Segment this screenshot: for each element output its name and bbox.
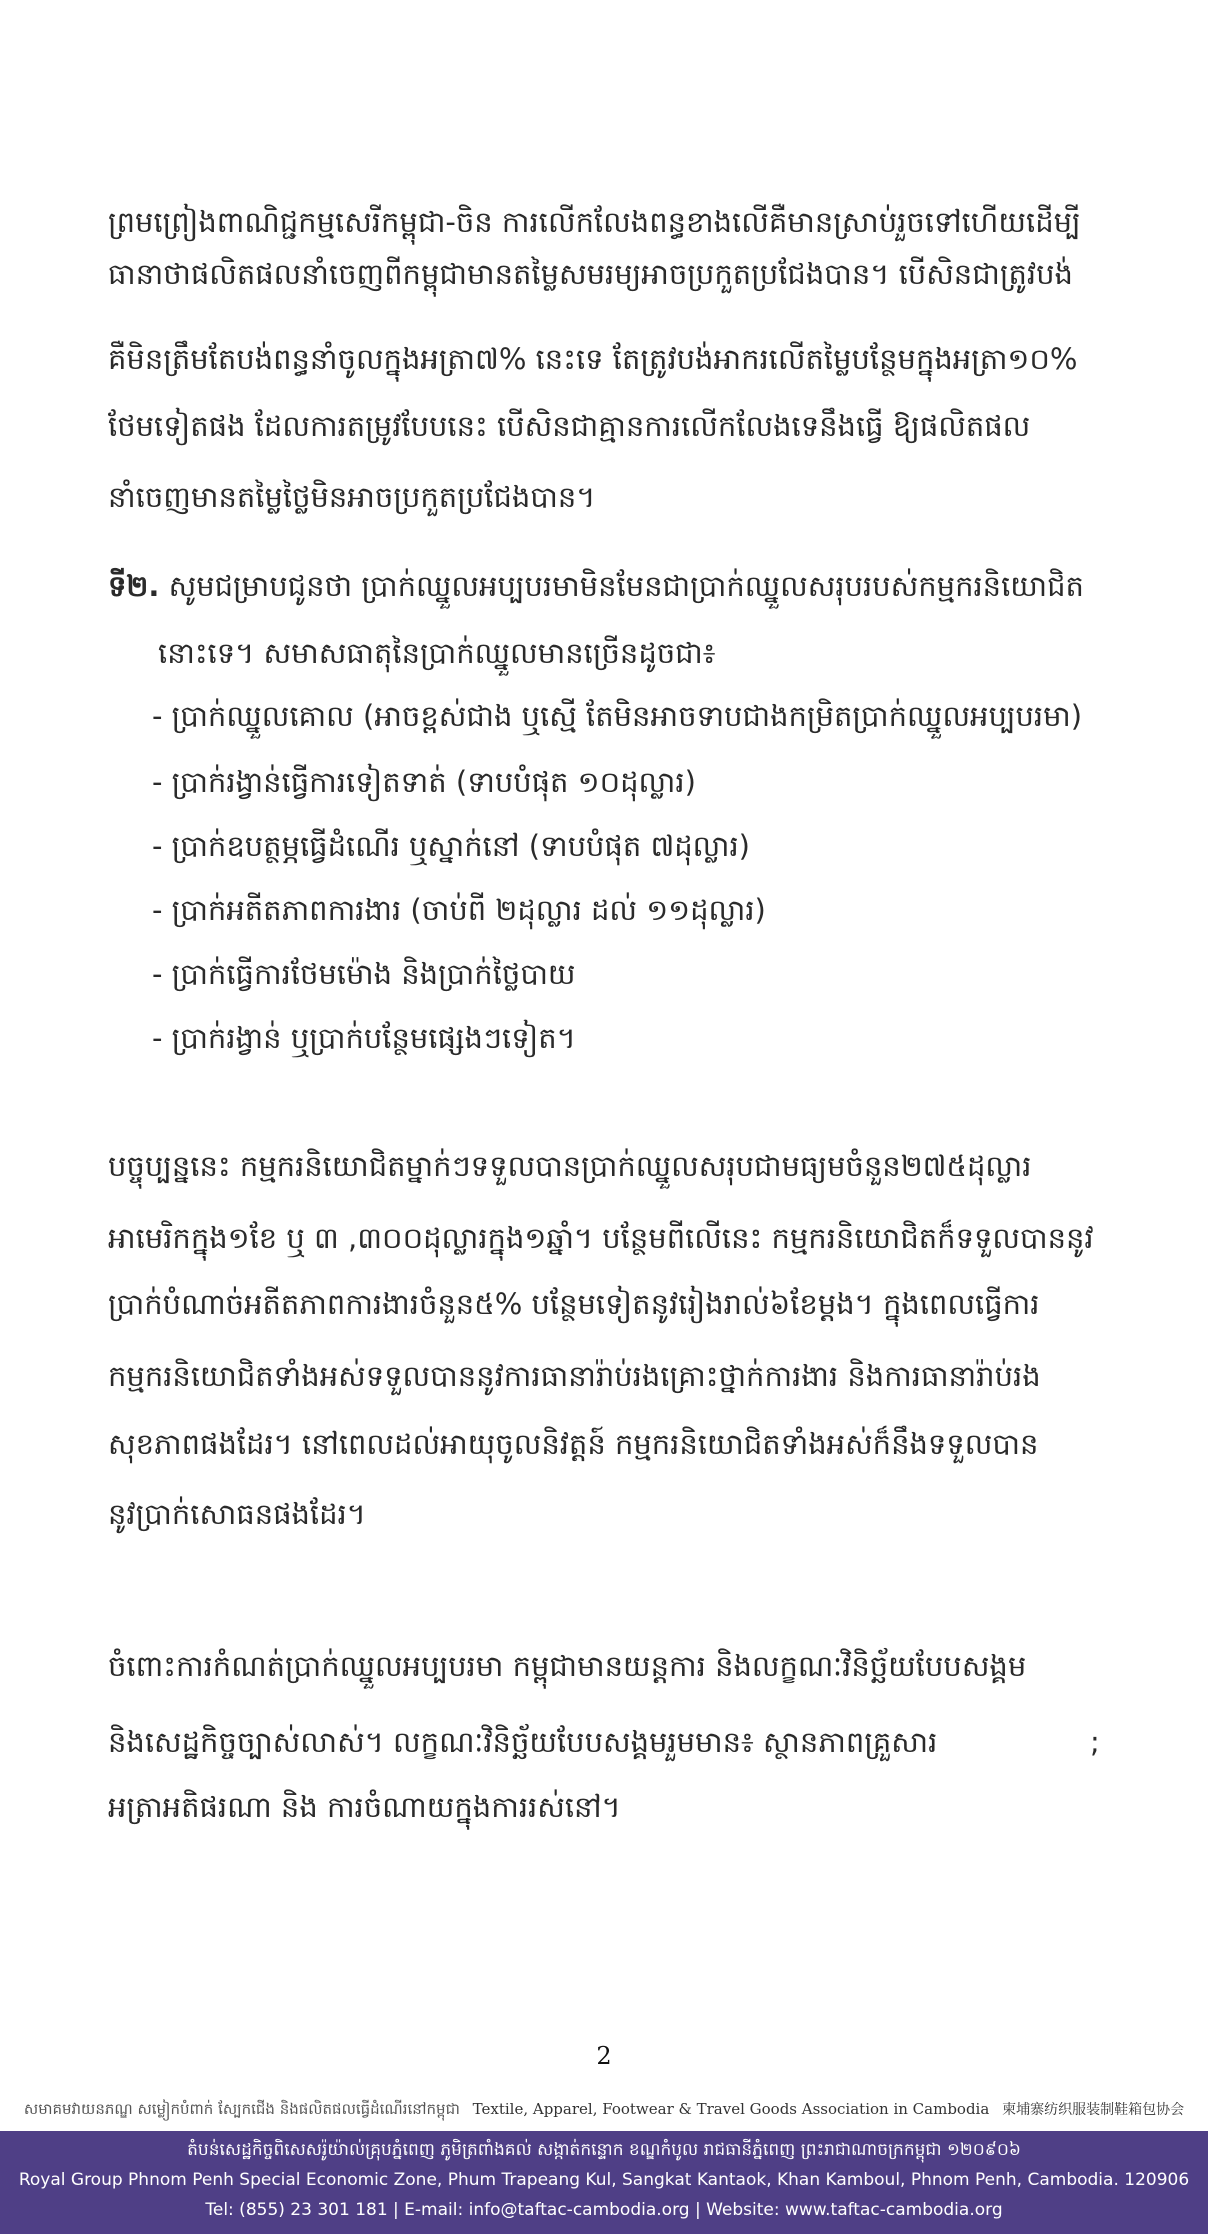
paragraph-2-line-4: កម្មករនិយោជិតទាំងអស់ទទួលបាននូវការធានារ៉ាប់រងគ្រោះថ្នាក់ការងារ និងការធានារ៉ាប់រង xyxy=(108,1359,1041,1393)
paragraph-3-line-1: ចំពោះការកំណត់ប្រាក់ឈ្នួលអប្បបរមា កម្ពុជាមានយន្តការ និងលក្ខណៈវិនិច្ឆ័យបែបសង្គម xyxy=(108,1649,1027,1683)
paragraph-1-line-2: ធានាថាផលិតផលនាំចេញពីកម្ពុជាមានតម្លៃសមរម្យអាចប្រកួតប្រជែងបាន។ បើសិនជាត្រូវបង់ xyxy=(108,257,1073,291)
list-item: - ប្រាក់ឈ្នួលគោល (អាចខ្ពស់ជាង ឬស្មើ តែមិនអាចទាបជាងកម្រិតប្រាក់ឈ្នួលអប្បបរមា) xyxy=(152,699,1083,733)
paragraph-3-line-2: និងសេដ្ឋកិច្ចច្បាស់លាស់។ លក្ខណៈវិនិច្ឆ័យបែបសង្គមរួមមាន៖ ស្ថានភាពគ្រួសារ xyxy=(108,1725,938,1759)
paragraph-3-semicolon: ; xyxy=(1090,1725,1100,1759)
point-2-line-2: នោះទេ។ សមាសធាតុនៃប្រាក់ឈ្នួលមានច្រើនដូចជា៖ xyxy=(158,636,716,670)
paragraph-1-line-4: ថែមទៀតផង ដែលការតម្រូវបែបនេះ បើសិនជាគ្មានការលើកលែងទេនឹងធ្វើ ឱ្យផលិតផល xyxy=(108,409,1031,443)
paragraph-2-line-1: បច្ចុប្បន្ននេះ កម្មករនិយោជិតម្នាក់ៗទទួលបានប្រាក់ឈ្នួលសរុបជាមធ្យមចំនួន២៧៥ដុល្លារ xyxy=(108,1149,1032,1183)
paragraph-1-line-1: ព្រមព្រៀងពាណិជ្ជកម្មសេរីកម្ពុជា-ចិន ការលើកលែងពន្ធខាងលើគឺមានស្រាប់រួចទៅហើយដើម្បី xyxy=(108,205,1081,239)
paragraph-2-line-2: អាមេរិកក្នុង១ខែ ឬ ៣ ,៣០០ដុល្លារក្នុង១ឆ្នាំ។ បន្ថែមពីលើនេះ កម្មករនិយោជិតក៏ទទួលបាននូវ xyxy=(108,1221,1094,1255)
list-item: - ប្រាក់ធ្វើការថែមម៉ោង និងប្រាក់ថ្លៃបាយ xyxy=(152,957,576,991)
association-name-english: Textile, Apparel, Footwear & Travel Goods Association in Cambodia xyxy=(472,2100,990,2118)
paragraph-1-line-5: នាំចេញមានតម្លៃថ្លៃមិនអាចប្រកួតប្រជែងបាន។ xyxy=(108,480,596,514)
paragraph-2-line-5: សុខភាពផងដែរ។ នៅពេលដល់អាយុចូលនិវត្តន៍ កម្មករនិយោជិតទាំងអស់ក៏នឹងទទួលបាន xyxy=(108,1427,1039,1461)
point-2-label: ទី២. xyxy=(108,569,160,603)
point-2-line-1: សូមជម្រាបជូនថា ប្រាក់ឈ្នួលអប្បបរមាមិនមែនជាប្រាក់ឈ្នួលសរុបរបស់កម្មករនិយោជិត xyxy=(159,569,1084,603)
list-item: - ប្រាក់រង្វាន់ ឬប្រាក់បន្ថែមផ្សេងៗទៀត។ xyxy=(152,1021,576,1055)
footer-address-khmer: តំបន់សេដ្ឋកិច្ចពិសេសរ៉ូយ៉ាល់គ្រុបភ្នំពេញ ភូមិត្រពាំងគល់ សង្កាត់កន្ទោក ខណ្ឌកំបូល រាជធានីភ្នំពេញ ព្រះរាជាណាចក្រកម្ពុជា ១២០៩០៦ xyxy=(187,2140,1021,2160)
paragraph-2-line-6: នូវប្រាក់សោធនផងដែរ។ xyxy=(108,1497,366,1531)
footer-contact: Tel: (855) 23 301 181 | E-mail: info@taftac-cambodia.org | Website: www.taftac-cambodia.org xyxy=(205,2200,1003,2220)
list-item: - ប្រាក់ឧបត្ថម្ភធ្វើដំណើរ ឬស្នាក់នៅ (ទាបបំផុត ៧ដុល្លារ) xyxy=(152,829,750,863)
list-item: - ប្រាក់រង្វាន់ធ្វើការទៀតទាត់ (ទាបបំផុត ១០ដុល្លារ) xyxy=(152,765,696,799)
point-2-first-line xyxy=(108,566,1084,606)
paragraph-2-line-3: ប្រាក់បំណាច់អតីតភាពការងារចំនួន៥% បន្ថែមទៀតនូវរៀងរាល់៦ខែម្ដង។ ក្នុងពេលធ្វើការ xyxy=(108,1287,1040,1321)
footer-band xyxy=(0,2131,1208,2234)
footer-address-english: Royal Group Phnom Penh Special Economic Zone, Phum Trapeang Kul, Sangkat Kantaok, Khan Kamboul, Phnom Penh, Cambodia. 120906 xyxy=(18,2170,1190,2190)
association-name-khmer: សមាគមវាយនភណ្ឌ សម្លៀកបំពាក់ ស្បែកជើង និងផលិតផលធ្វើដំណើរនៅកម្ពុជា xyxy=(23,2100,460,2118)
association-name-line xyxy=(0,2094,1208,2124)
paragraph-1-line-3: គឺមិនត្រឹមតែបង់ពន្ធនាំចូលក្នុងអត្រា៧% នេះទេ តែត្រូវបង់អាករលើតម្លៃបន្ថែមក្នុងអត្រា១០% xyxy=(108,342,1078,376)
association-name-chinese: 柬埔寨纺织服装制鞋箱包协会 xyxy=(1002,2102,1185,2118)
page-number: 2 xyxy=(596,2042,612,2070)
paragraph-3-line-3: អត្រាអតិផរណា និង ការចំណាយក្នុងការរស់នៅ។ xyxy=(108,1790,621,1824)
list-item: - ប្រាក់អតីតភាពការងារ (ចាប់ពី ២ដុល្លារ ដល់ ១១ដុល្លារ) xyxy=(152,893,766,927)
